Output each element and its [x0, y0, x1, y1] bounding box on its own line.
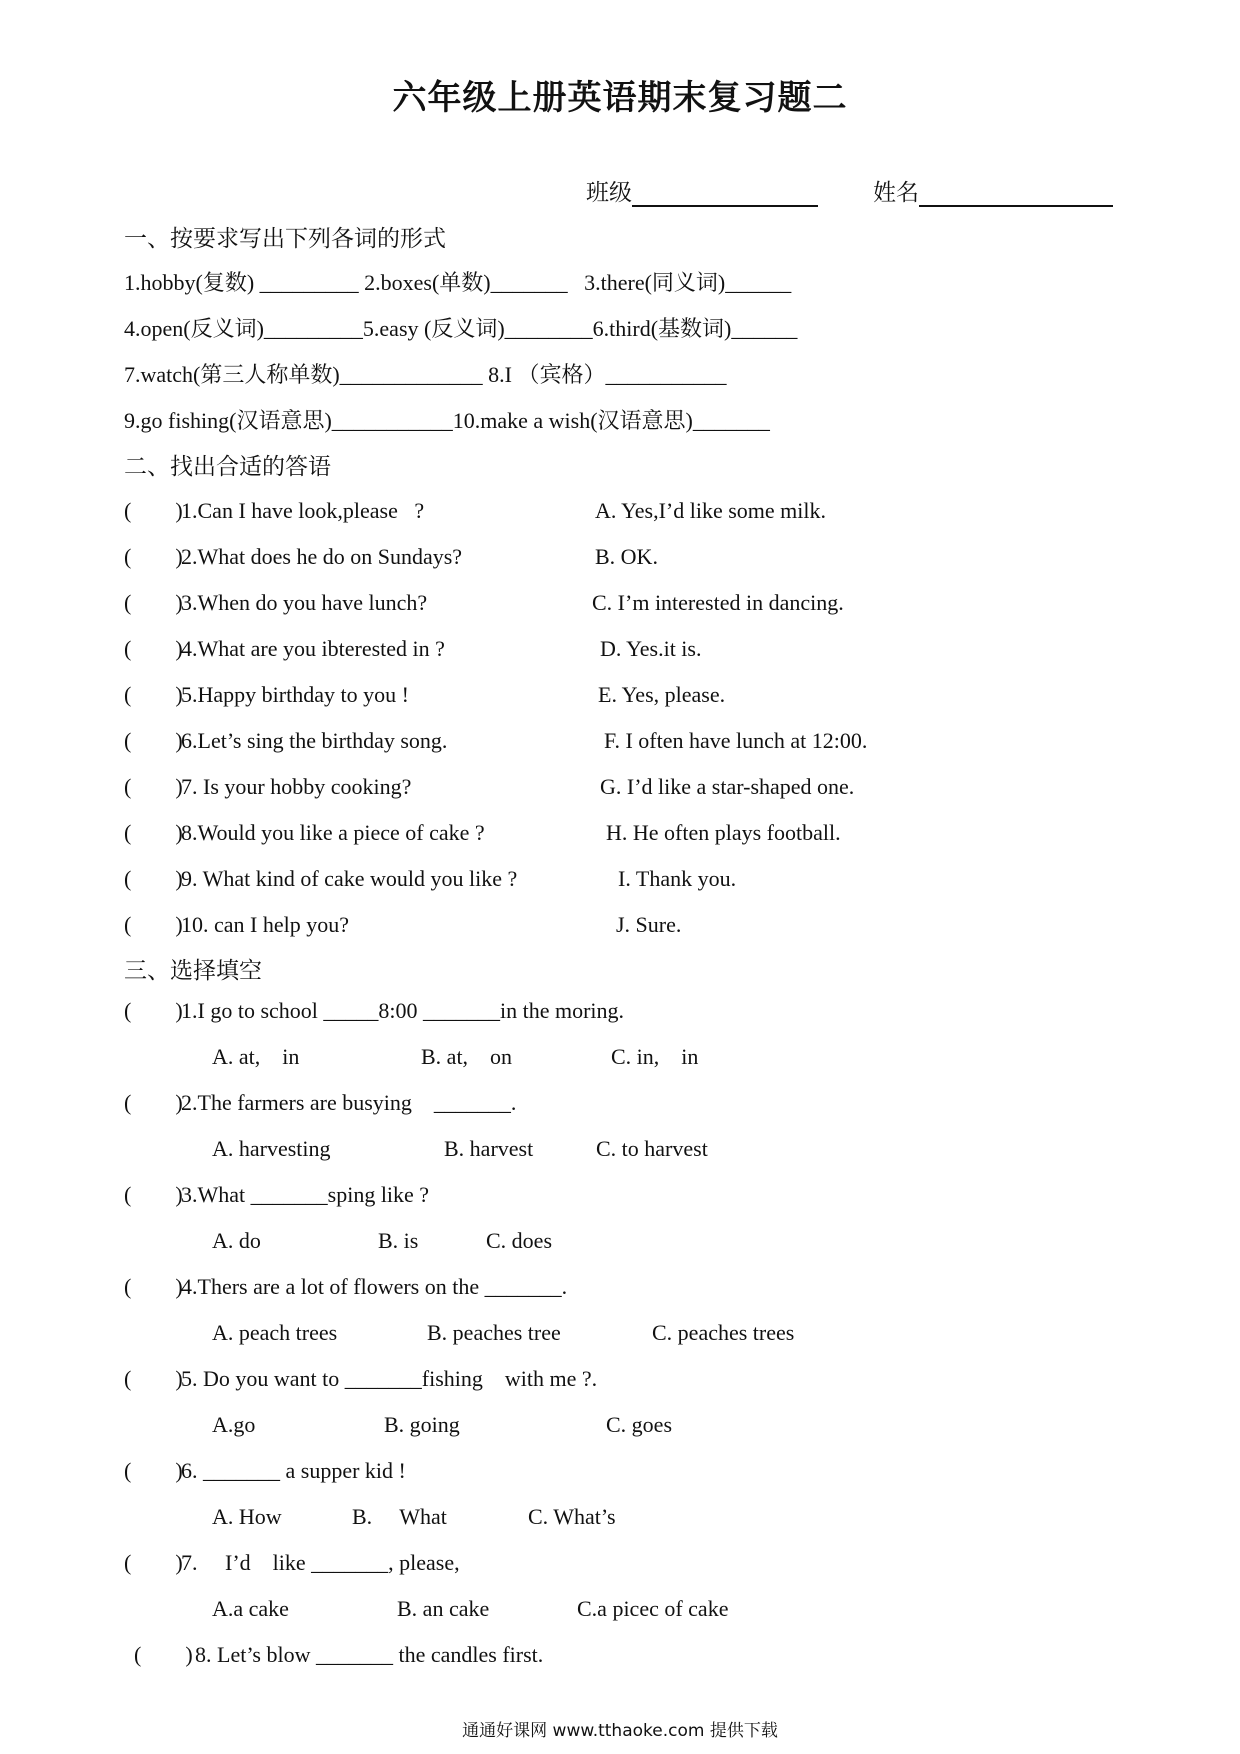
section-3-heading: 三、选择填空 [124, 958, 262, 984]
sec1-line: 7.watch(第三人称单数)_____________ 8.I （宾格）___________ [124, 362, 727, 387]
choice-option: C. in, in [611, 1044, 699, 1069]
answer-paren: ( ) [124, 1366, 183, 1391]
name-blank [919, 181, 1113, 207]
footer-source: 通通好课网 www.tthaoke.com 提供下载 [462, 1721, 778, 1741]
answer-paren: ( ) [124, 590, 183, 615]
choice-option: A. peach trees [212, 1320, 338, 1345]
section-1-heading: 一、按要求写出下列各词的形式 [124, 226, 446, 252]
answer-paren: ( ) [134, 1642, 193, 1667]
matching-answer: E. Yes, please. [598, 682, 726, 707]
name-label: 姓名 [873, 180, 919, 206]
answer-paren: ( ) [124, 498, 183, 523]
page-title: 六年级上册英语期末复习题二 [392, 78, 848, 118]
matching-answer: D. Yes.it is. [600, 636, 702, 661]
choice-option: B. at, on [421, 1044, 513, 1069]
sec1-line: 1.hobby(复数) _________ 2.boxes(单数)_______ 3.there(同义词)______ [124, 270, 792, 295]
matching-question: 4.What are you ibterested in ? [181, 636, 445, 661]
answer-paren: ( ) [124, 728, 183, 753]
choice-option: C. to harvest [596, 1136, 708, 1161]
choice-option: C. does [486, 1228, 552, 1253]
choice-option: B. is [378, 1228, 419, 1253]
choice-option: B. an cake [397, 1596, 490, 1621]
answer-paren: ( ) [124, 1458, 183, 1483]
sec1-line: 4.open(反义词)_________5.easy (反义词)________6.third(基数词)______ [124, 316, 798, 341]
choice-option: A. harvesting [212, 1136, 331, 1161]
matching-answer: I. Thank you. [618, 866, 737, 891]
class-field [586, 174, 818, 207]
matching-question: 10. can I help you? [181, 912, 349, 937]
answer-paren: ( ) [124, 866, 183, 891]
choice-option: A. do [212, 1228, 261, 1253]
answer-paren: ( ) [124, 682, 183, 707]
choice-option: C. peaches trees [652, 1320, 795, 1345]
choice-option: A. How [212, 1504, 282, 1529]
matching-question: 3.When do you have lunch? [181, 590, 428, 615]
choice-question: 4.Thers are a lot of flowers on the _______. [181, 1274, 568, 1299]
choice-option: C.a picec of cake [577, 1596, 729, 1621]
answer-paren: ( ) [124, 1182, 183, 1207]
choice-option: B. going [384, 1412, 460, 1437]
answer-paren: ( ) [124, 1090, 183, 1115]
choice-option: A.go [212, 1412, 256, 1437]
matching-answer: C. I’m interested in dancing. [592, 590, 844, 615]
choice-option: C. What’s [528, 1504, 616, 1529]
matching-question: 8.Would you like a piece of cake ? [181, 820, 485, 845]
answer-paren: ( ) [124, 1550, 183, 1575]
choice-question: 2.The farmers are busying _______. [181, 1090, 517, 1115]
choice-option: B. What [352, 1504, 447, 1529]
choice-option: A.a cake [212, 1596, 289, 1621]
matching-answer: A. Yes,I’d like some milk. [595, 498, 826, 523]
matching-answer: G. I’d like a star-shaped one. [600, 774, 855, 799]
matching-question: 9. What kind of cake would you like ? [181, 866, 518, 891]
section-2-heading: 二、找出合适的答语 [124, 454, 331, 480]
choice-option: C. goes [606, 1412, 672, 1437]
name-field [873, 174, 1113, 207]
matching-question: 2.What does he do on Sundays? [181, 544, 463, 569]
choice-question: 6. _______ a supper kid ! [181, 1458, 406, 1483]
sec1-line: 9.go fishing(汉语意思)___________10.make a wish(汉语意思)_______ [124, 408, 770, 433]
choice-option: A. at, in [212, 1044, 300, 1069]
answer-paren: ( ) [124, 820, 183, 845]
matching-answer: H. He often plays football. [606, 820, 841, 845]
answer-paren: ( ) [124, 774, 183, 799]
choice-option: B. harvest [444, 1136, 534, 1161]
answer-paren: ( ) [124, 1274, 183, 1299]
matching-question: 7. Is your hobby cooking? [181, 774, 412, 799]
matching-question: 5.Happy birthday to you ! [181, 682, 409, 707]
class-blank [632, 181, 818, 207]
matching-answer: F. I often have lunch at 12:00. [604, 728, 868, 753]
choice-option: B. peaches tree [427, 1320, 561, 1345]
matching-question: 1.Can I have look,please ? [181, 498, 425, 523]
matching-answer: B. OK. [595, 544, 658, 569]
choice-question: 3.What _______sping like ? [181, 1182, 430, 1207]
class-label: 班级 [586, 180, 632, 206]
answer-paren: ( ) [124, 912, 183, 937]
answer-paren: ( ) [124, 998, 183, 1023]
choice-question: 5. Do you want to _______fishing with me ?. [181, 1366, 598, 1391]
answer-paren: ( ) [124, 544, 183, 569]
choice-question: 7. I’d like _______, please, [181, 1550, 460, 1575]
choice-question: 8. Let’s blow _______ the candles first. [195, 1642, 544, 1667]
matching-answer: J. Sure. [616, 912, 682, 937]
choice-question: 1.I go to school _____8:00 _______in the moring. [181, 998, 625, 1023]
answer-paren: ( ) [124, 636, 183, 661]
matching-question: 6.Let’s sing the birthday song. [181, 728, 448, 753]
